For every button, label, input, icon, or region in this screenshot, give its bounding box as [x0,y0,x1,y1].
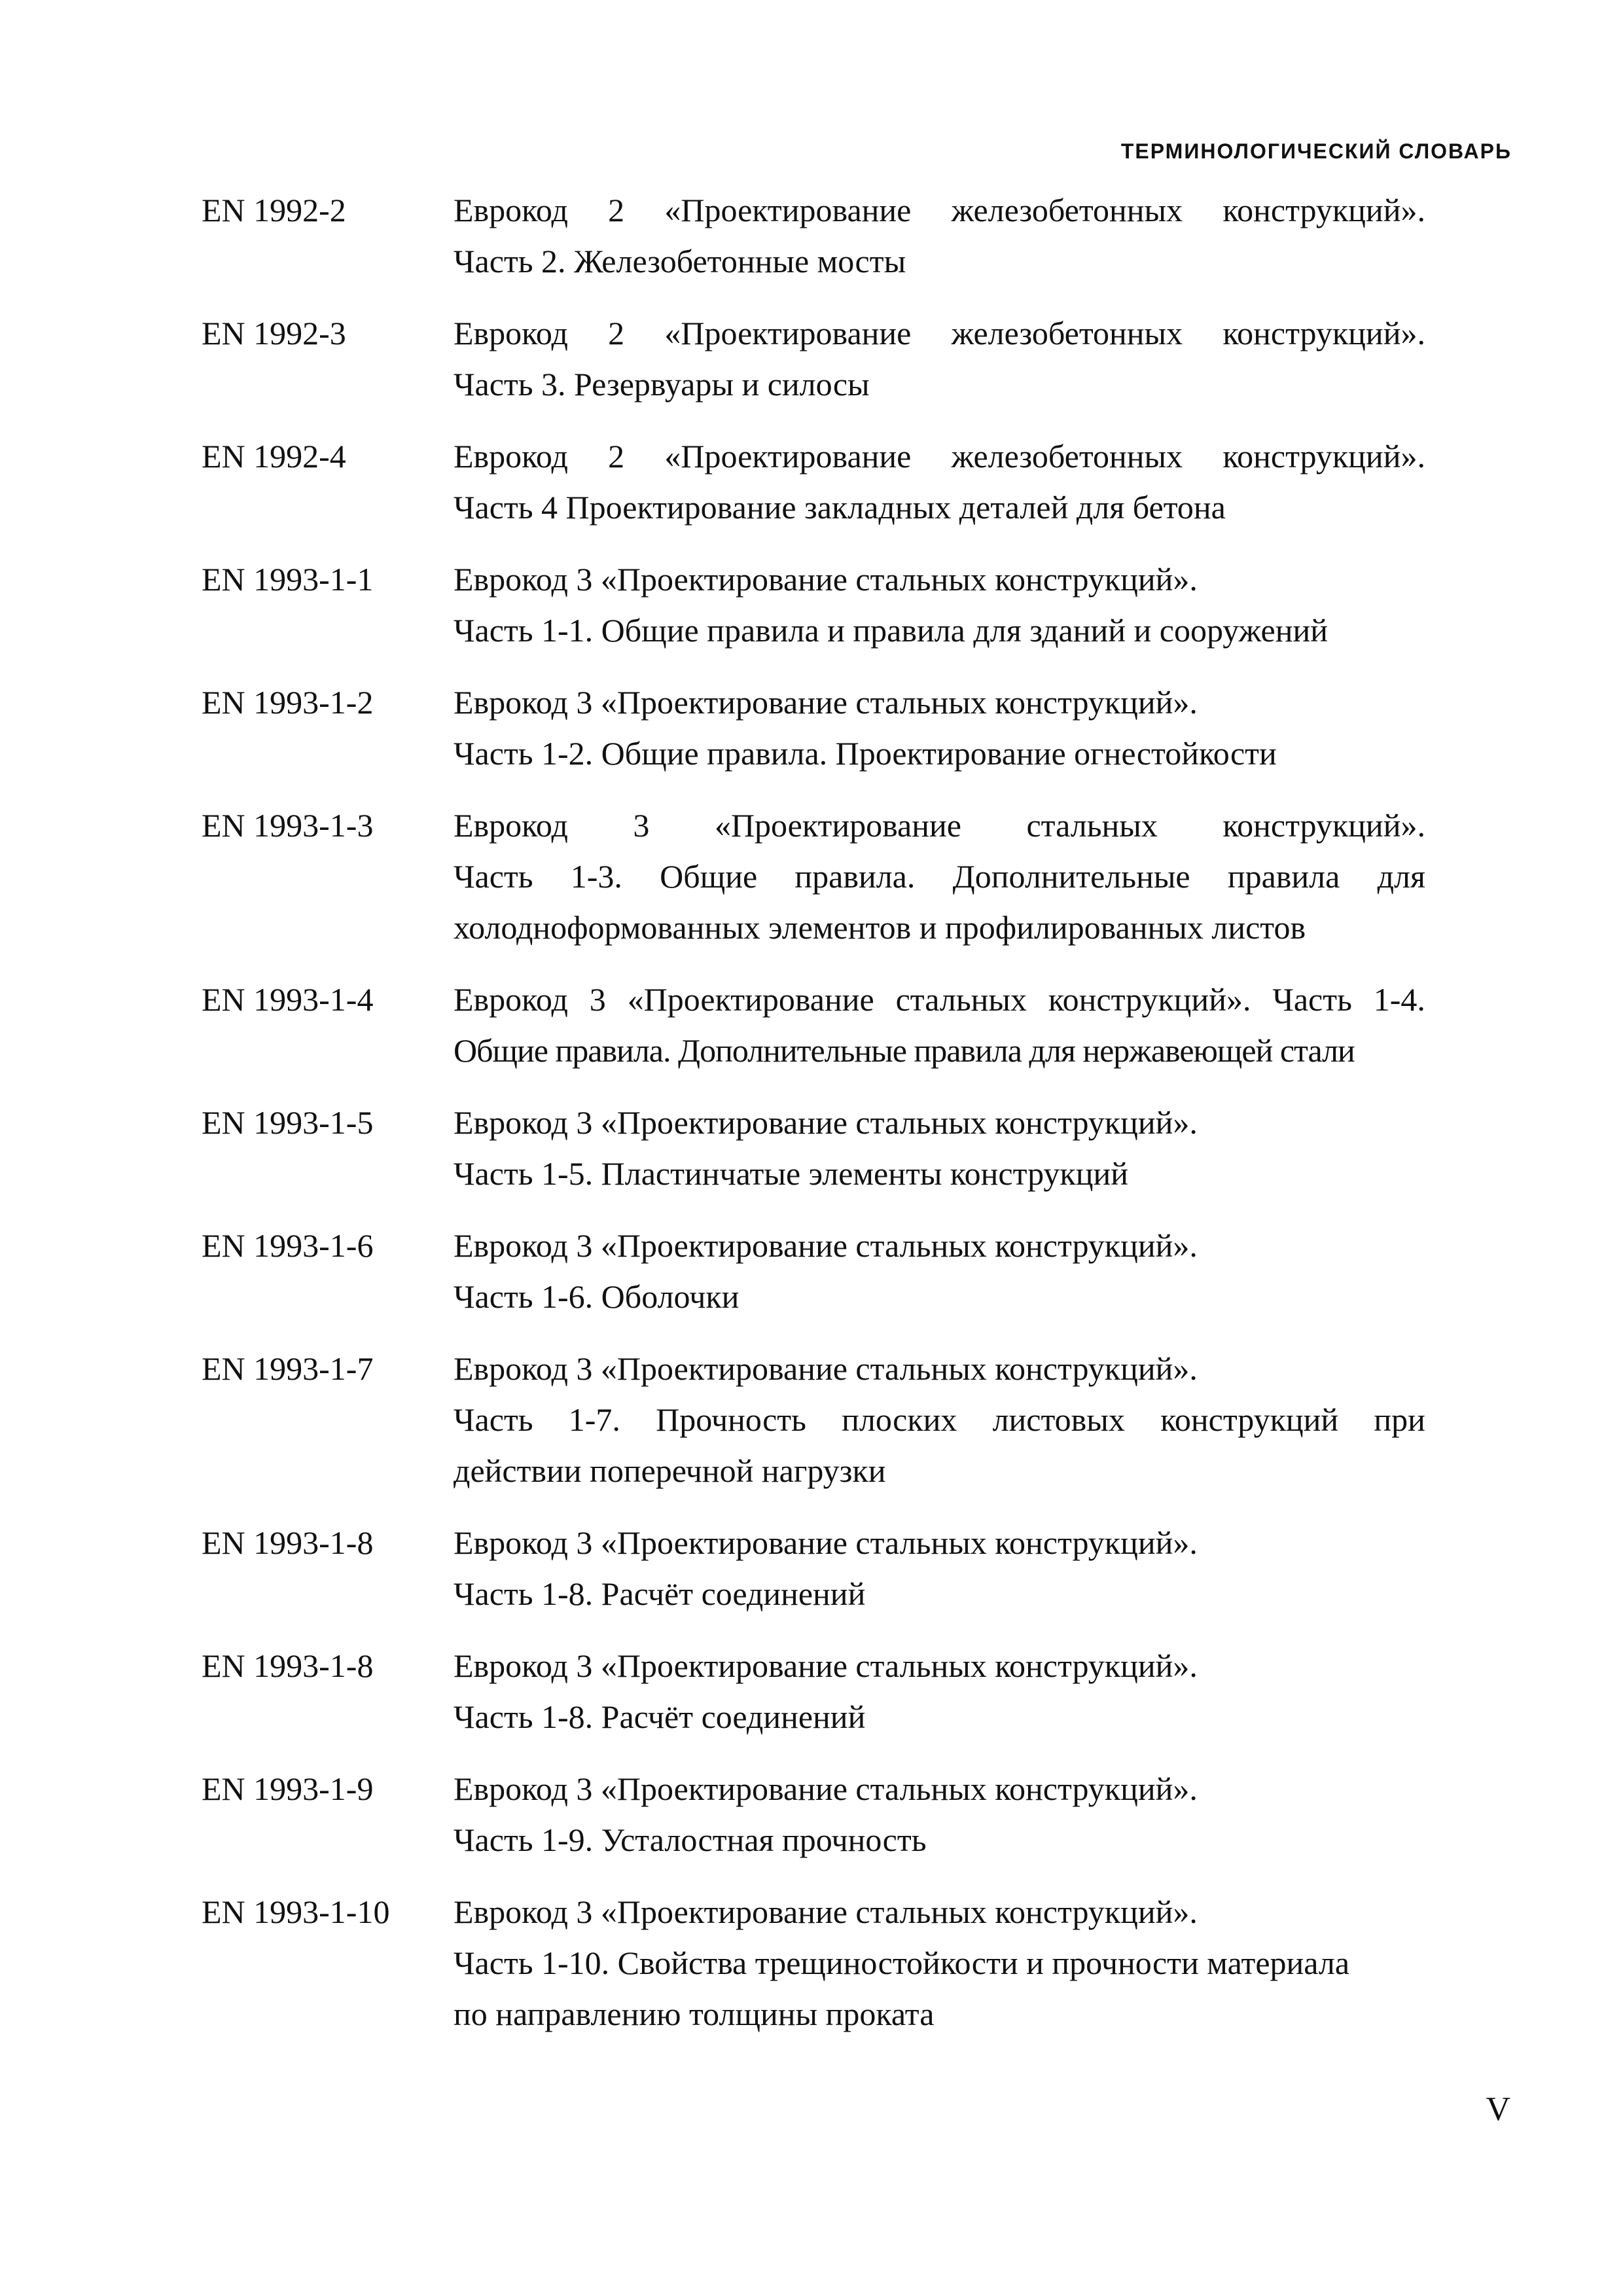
glossary-entry [202,974,1425,1076]
entry-description [454,185,1425,287]
entry-description [454,1097,1425,1199]
entry-line: Еврокод 2 «Проектирование железобетонных конструкций». [454,192,1425,228]
entry-line: Часть 1-5. Пластинчатые элементы конструкций [454,1155,1128,1192]
entry-line: Еврокод 3 «Проектирование стальных конструкций». [454,1524,1198,1561]
entry-description [454,1886,1425,2039]
entry-line: Еврокод 2 «Проектирование железобетонных конструкций». [454,315,1425,351]
entry-line: Еврокод 3 «Проектирование стальных конструкций». [454,1104,1198,1141]
entry-code: EN 1993-1-4 [202,981,374,1018]
entry-line: Часть 1-7. Прочность плоских листовых конструкций при [454,1401,1425,1438]
glossary-list [202,185,1425,2060]
entry-description [454,1763,1425,1865]
glossary-entry [202,308,1425,410]
entry-line: по направлению толщины проката [454,1996,935,2032]
glossary-entry [202,800,1425,953]
entry-description [454,974,1425,1076]
glossary-entry [202,1097,1425,1199]
entry-line: Еврокод 3 «Проектирование стальных конструкций». [454,1647,1198,1684]
entry-line: Часть 1-10. Свойства трещиностойкости и прочности материала [454,1945,1350,1981]
entry-description [454,1343,1425,1496]
entry-description [454,308,1425,410]
entry-description [454,431,1425,533]
entry-code: EN 1992-2 [202,192,346,228]
entry-line: Часть 3. Резервуары и силосы [454,366,870,403]
entry-line: Общие правила. Дополнительные правила для нержавеющей стали [454,1032,1355,1069]
entry-line: Еврокод 3 «Проектирование стальных конструкций». [454,1770,1198,1807]
glossary-entry [202,1886,1425,2039]
entry-code: EN 1992-3 [202,315,346,351]
entry-line: Еврокод 3 «Проектирование стальных конструкций». [454,1227,1198,1264]
entry-code: EN 1993-1-10 [202,1893,390,1930]
entry-line: Часть 1-9. Усталостная прочность [454,1821,927,1858]
entry-code: EN 1993-1-8 [202,1524,374,1561]
glossary-entry [202,1343,1425,1496]
glossary-entry [202,1763,1425,1865]
entry-code: EN 1993-1-8 [202,1647,374,1684]
entry-line: Часть 1-6. Оболочки [454,1278,740,1315]
entry-code: EN 1992-4 [202,438,346,475]
entry-line: Еврокод 3 «Проектирование стальных конструкций». Часть 1-4. [454,981,1425,1018]
glossary-entry [202,677,1425,779]
glossary-entry [202,1517,1425,1619]
entry-line: Часть 1-3. Общие правила. Дополнительные правила для [454,858,1425,895]
entry-code: EN 1993-1-5 [202,1104,374,1141]
entry-line: Часть 1-8. Расчёт соединений [454,1575,866,1612]
entry-line: Еврокод 3 «Проектирование стальных конструкций». [454,807,1425,844]
entry-line: Еврокод 2 «Проектирование железобетонных конструкций». [454,438,1425,475]
entry-code: EN 1993-1-9 [202,1770,374,1807]
entry-line: Еврокод 3 «Проектирование стальных конструкций». [454,1350,1198,1387]
entry-description [454,800,1425,953]
glossary-entry [202,1220,1425,1322]
entry-description [454,554,1425,656]
entry-code: EN 1993-1-6 [202,1227,374,1264]
entry-description [454,677,1425,779]
entry-line: действии поперечной нагрузки [454,1452,886,1489]
entry-line: Часть 2. Железобетонные мосты [454,243,906,279]
entry-code: EN 1993-1-2 [202,684,374,721]
glossary-entry [202,431,1425,533]
entry-code: EN 1993-1-3 [202,807,374,844]
entry-description [454,1640,1425,1742]
running-header: ТЕРМИНОЛОГИЧЕСКИЙ СЛОВАРЬ [1120,139,1512,163]
entry-line: Часть 1-2. Общие правила. Проектирование огнестойкости [454,735,1277,772]
entry-line: Часть 1-8. Расчёт соединений [454,1698,866,1735]
entry-code: EN 1993-1-7 [202,1350,374,1387]
entry-line: Еврокод 3 «Проектирование стальных конструкций». [454,684,1198,721]
entry-description [454,1517,1425,1619]
entry-line: холодноформованных элементов и профилированных листов [454,909,1306,946]
glossary-entry [202,1640,1425,1742]
page-number: V [1486,2090,1510,2128]
entry-line: Еврокод 3 «Проектирование стальных конструкций». [454,1893,1198,1930]
entry-code: EN 1993-1-1 [202,561,374,598]
glossary-entry [202,554,1425,656]
entry-line: Часть 1-1. Общие правила и правила для зданий и сооружений [454,612,1328,649]
entry-description [454,1220,1425,1322]
entry-line: Еврокод 3 «Проектирование стальных конструкций». [454,561,1198,598]
entry-line: Часть 4 Проектирование закладных деталей для бетона [454,489,1226,526]
glossary-entry [202,185,1425,287]
